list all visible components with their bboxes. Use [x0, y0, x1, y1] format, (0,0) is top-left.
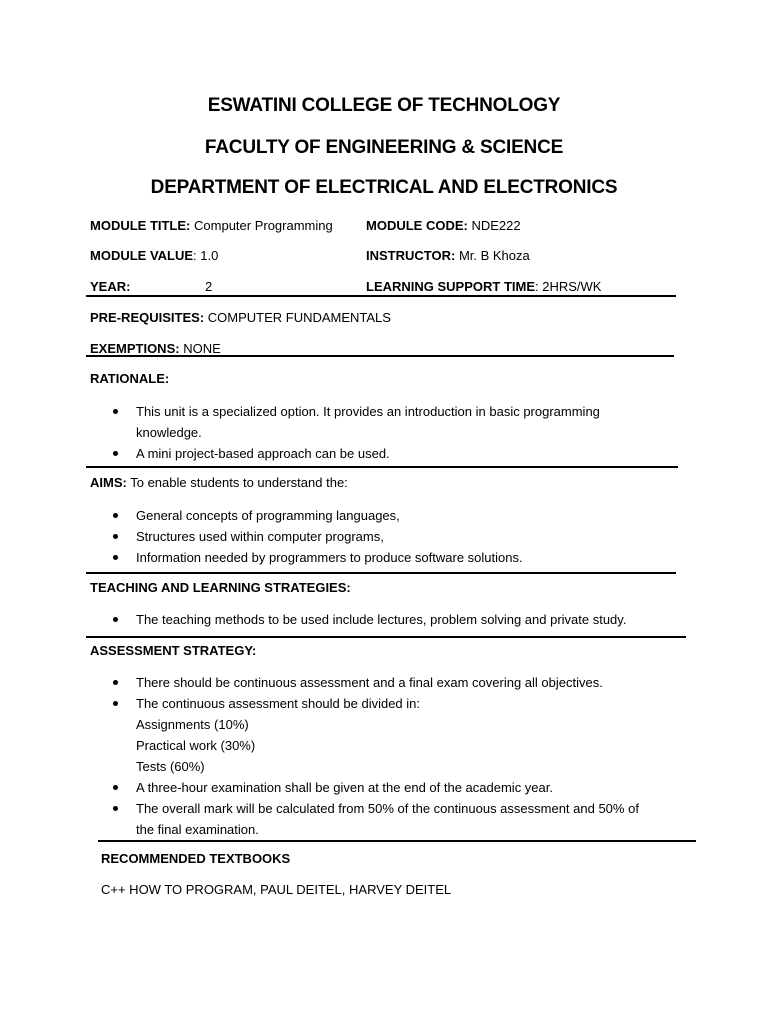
list-item-text: Information needed by programmers to produce software solutions. [136, 550, 523, 565]
module-code-value: NDE222 [471, 218, 521, 233]
list-item [90, 672, 710, 693]
module-title-value: Computer Programming [194, 218, 333, 233]
assessment-breakdown-item: Tests (60%) [136, 759, 205, 774]
list-item [90, 777, 710, 798]
list-item-text: The continuous assessment should be divided in: [136, 696, 421, 711]
list-item [90, 609, 710, 630]
list-item [90, 443, 690, 464]
faculty-title: FACULTY OF ENGINEERING & SCIENCE [204, 137, 564, 158]
exemptions-value: NONE [183, 341, 221, 356]
list-item-text: The overall mark will be calculated from 50% of the continuous assessment and 50% of [136, 801, 639, 816]
learning-support-row [366, 278, 601, 296]
assessment-breakdown-item: Practical work (30%) [136, 738, 256, 753]
divider [86, 466, 678, 468]
teaching-list [90, 609, 710, 630]
list-item-text: A three-hour examination shall be given at the end of the academic year. [136, 780, 553, 795]
textbooks-heading: RECOMMENDED TEXTBOOKS [101, 851, 291, 866]
textbooks-value: C++ HOW TO PROGRAM, PAUL DEITEL, HARVEY DEITEL [101, 882, 452, 897]
list-item-text: Structures used within computer programs, [136, 529, 384, 544]
list-item [90, 547, 690, 568]
learning-support-value: : 2HRS/WK [535, 279, 602, 294]
aims-intro: To enable students to understand the: [130, 475, 348, 490]
assessment-heading: ASSESSMENT STRATEGY: [90, 643, 257, 658]
module-title-row [90, 217, 333, 235]
list-item [90, 693, 710, 777]
module-value-label: MODULE VALUE [90, 248, 194, 263]
rationale-heading: RATIONALE: [90, 371, 170, 386]
module-value-value: : 1.0 [193, 248, 219, 263]
assessment-breakdown-item: Assignments (10%) [136, 717, 249, 732]
divider [86, 572, 676, 574]
aims-list [90, 505, 690, 568]
list-item [90, 401, 690, 443]
assessment-list [90, 672, 710, 840]
department-title: DEPARTMENT OF ELECTRICAL AND ELECTRONICS [150, 177, 618, 198]
instructor-value: Mr. B Khoza [458, 248, 530, 263]
list-item [90, 505, 690, 526]
list-item-text: knowledge. [136, 425, 202, 440]
divider [98, 840, 696, 842]
list-item-text: A mini project-based approach can be used. [136, 446, 390, 461]
module-code-label: MODULE CODE: [366, 218, 468, 233]
divider [86, 636, 686, 638]
module-title-label: MODULE TITLE: [90, 218, 191, 233]
rationale-list [90, 401, 690, 464]
year-label: YEAR: [90, 279, 131, 294]
module-value-row [90, 247, 218, 265]
instructor-row [366, 247, 530, 265]
exemptions-label: EXEMPTIONS: [90, 341, 180, 356]
aims-row [90, 474, 348, 492]
divider [86, 295, 676, 297]
list-item [90, 798, 710, 840]
module-code-row [366, 217, 521, 235]
list-item-text: General concepts of programming languages, [136, 508, 400, 523]
list-item-text: The teaching methods to be used include lectures, problem solving and private study. [136, 612, 627, 627]
prerequisites-value: COMPUTER FUNDAMENTALS [207, 310, 391, 325]
aims-label: AIMS: [90, 475, 127, 490]
learning-support-label: LEARNING SUPPORT TIME [366, 279, 536, 294]
teaching-heading: TEACHING AND LEARNING STRATEGIES: [90, 580, 351, 595]
list-item [90, 526, 690, 547]
list-item-text: the final examination. [136, 822, 259, 837]
prerequisites-row [90, 309, 391, 327]
prerequisites-label: PRE-REQUISITES: [90, 310, 205, 325]
list-item-text: There should be continuous assessment and a final exam covering all objectives. [136, 675, 603, 690]
instructor-label: INSTRUCTOR: [366, 248, 456, 263]
list-item-text: This unit is a specialized option. It provides an introduction in basic programming [136, 404, 600, 419]
college-title: ESWATINI COLLEGE OF TECHNOLOGY [207, 95, 561, 116]
divider [86, 355, 674, 357]
year-value: 2 [205, 279, 213, 294]
